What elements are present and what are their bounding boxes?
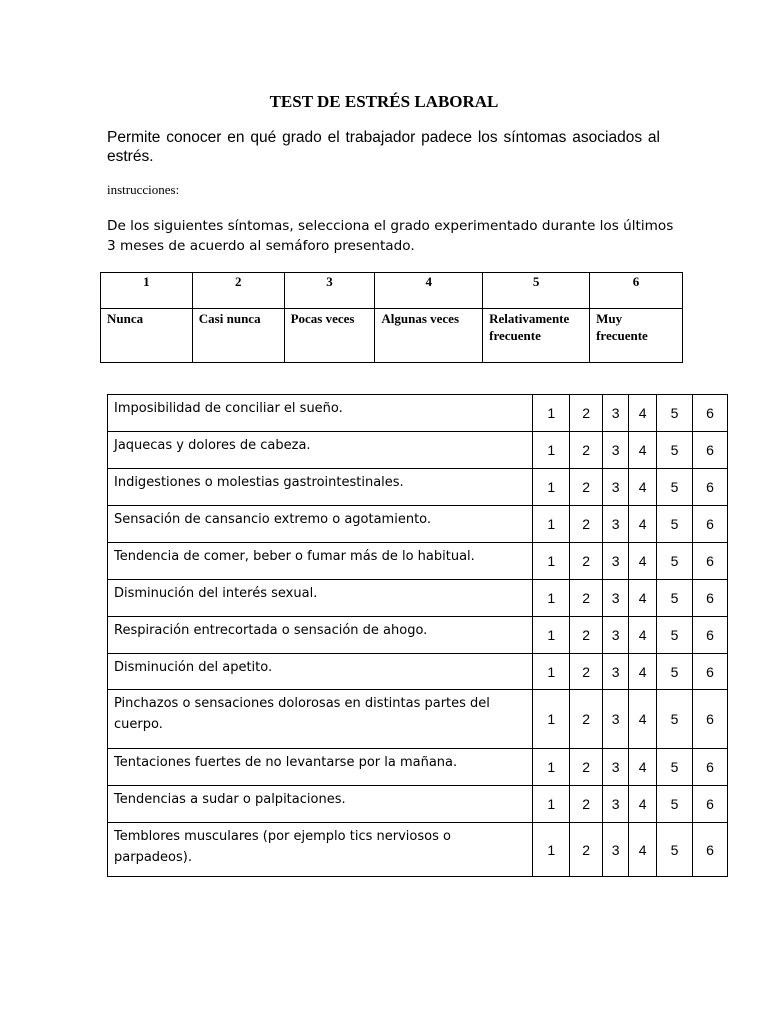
- rating-option[interactable]: 2: [570, 469, 603, 506]
- symptom-row: [108, 506, 728, 543]
- rating-option[interactable]: 5: [657, 432, 693, 469]
- rating-option[interactable]: 4: [629, 823, 657, 877]
- scale-table: [100, 272, 683, 363]
- rating-option[interactable]: 4: [629, 617, 657, 654]
- rating-option[interactable]: 3: [603, 580, 629, 617]
- rating-option[interactable]: 5: [657, 506, 693, 543]
- rating-option[interactable]: 6: [693, 580, 728, 617]
- scale-labels-row: [101, 309, 683, 363]
- scale-numbers-row: [101, 273, 683, 309]
- instructions-text: De los siguientes síntomas, selecciona el grado experimentado durante los últimos 3 meses de acuerdo al semáforo presentado.: [107, 218, 674, 254]
- rating-option[interactable]: 5: [657, 617, 693, 654]
- symptom-row: [108, 749, 728, 786]
- symptom-row: [108, 654, 728, 690]
- rating-option[interactable]: 4: [629, 432, 657, 469]
- rating-option[interactable]: 2: [570, 654, 603, 690]
- rating-option[interactable]: 3: [603, 690, 629, 749]
- rating-option[interactable]: 6: [693, 469, 728, 506]
- rating-option[interactable]: 1: [533, 469, 570, 506]
- rating-option[interactable]: 1: [533, 580, 570, 617]
- rating-option[interactable]: 2: [570, 786, 603, 823]
- scale-label: Algunas veces: [375, 309, 483, 363]
- symptom-label: Disminución del apetito.: [108, 654, 533, 690]
- scale-label: Pocas veces: [284, 309, 375, 363]
- rating-option[interactable]: 5: [657, 749, 693, 786]
- symptom-row: [108, 823, 728, 877]
- rating-option[interactable]: 5: [657, 469, 693, 506]
- rating-option[interactable]: 1: [533, 823, 570, 877]
- rating-option[interactable]: 2: [570, 690, 603, 749]
- rating-option[interactable]: 3: [603, 749, 629, 786]
- symptom-row: [108, 617, 728, 654]
- rating-option[interactable]: 1: [533, 617, 570, 654]
- symptom-label: Disminución del interés sexual.: [108, 580, 533, 617]
- scale-number: 4: [375, 273, 483, 309]
- scale-number: 6: [590, 273, 683, 309]
- rating-option[interactable]: 4: [629, 580, 657, 617]
- rating-option[interactable]: 3: [603, 395, 629, 432]
- rating-option[interactable]: 1: [533, 506, 570, 543]
- symptom-label: Indigestiones o molestias gastrointestinales.: [108, 469, 533, 506]
- symptom-label: Pinchazos o sensaciones dolorosas en distintas partes del cuerpo.: [108, 690, 533, 749]
- rating-option[interactable]: 2: [570, 823, 603, 877]
- rating-option[interactable]: 1: [533, 786, 570, 823]
- symptom-row: [108, 543, 728, 580]
- rating-option[interactable]: 6: [693, 617, 728, 654]
- rating-option[interactable]: 1: [533, 543, 570, 580]
- rating-option[interactable]: 6: [693, 690, 728, 749]
- rating-option[interactable]: 5: [657, 690, 693, 749]
- rating-option[interactable]: 6: [693, 543, 728, 580]
- rating-option[interactable]: 5: [657, 580, 693, 617]
- rating-option[interactable]: 3: [603, 786, 629, 823]
- rating-option[interactable]: 3: [603, 506, 629, 543]
- symptom-row: [108, 432, 728, 469]
- rating-option[interactable]: 4: [629, 654, 657, 690]
- rating-option[interactable]: 3: [603, 432, 629, 469]
- rating-option[interactable]: 4: [629, 690, 657, 749]
- scale-label: Muy frecuente: [590, 309, 683, 363]
- symptom-label: Tentaciones fuertes de no levantarse por la mañana.: [108, 749, 533, 786]
- scale-number: 3: [284, 273, 375, 309]
- rating-option[interactable]: 4: [629, 506, 657, 543]
- symptom-row: [108, 580, 728, 617]
- rating-option[interactable]: 3: [603, 469, 629, 506]
- symptom-label: Tendencia de comer, beber o fumar más de lo habitual.: [108, 543, 533, 580]
- symptom-label: Sensación de cansancio extremo o agotamiento.: [108, 506, 533, 543]
- intro-paragraph: Permite conocer en qué grado el trabajador padece los síntomas asociados al estrés.: [107, 129, 660, 165]
- rating-option[interactable]: 2: [570, 395, 603, 432]
- symptoms-table: [107, 394, 728, 877]
- rating-option[interactable]: 2: [570, 580, 603, 617]
- symptom-row: [108, 469, 728, 506]
- rating-option[interactable]: 2: [570, 506, 603, 543]
- rating-option[interactable]: 4: [629, 395, 657, 432]
- rating-option[interactable]: 5: [657, 654, 693, 690]
- scale-label: Relativamente frecuente: [483, 309, 590, 363]
- rating-option[interactable]: 2: [570, 543, 603, 580]
- rating-option[interactable]: 3: [603, 823, 629, 877]
- symptom-row: [108, 786, 728, 823]
- symptom-label: Jaquecas y dolores de cabeza.: [108, 432, 533, 469]
- rating-option[interactable]: 4: [629, 543, 657, 580]
- symptom-label: Respiración entrecortada o sensación de ahogo.: [108, 617, 533, 654]
- rating-option[interactable]: 6: [693, 506, 728, 543]
- rating-option[interactable]: 3: [603, 654, 629, 690]
- symptom-label: Temblores musculares (por ejemplo tics nerviosos o parpadeos).: [108, 823, 533, 877]
- rating-option[interactable]: 6: [693, 432, 728, 469]
- rating-option[interactable]: 2: [570, 617, 603, 654]
- rating-option[interactable]: 1: [533, 432, 570, 469]
- rating-option[interactable]: 6: [693, 823, 728, 877]
- symptom-label: Tendencias a sudar o palpitaciones.: [108, 786, 533, 823]
- rating-option[interactable]: 3: [603, 543, 629, 580]
- symptom-row: [108, 395, 728, 432]
- rating-option[interactable]: 2: [570, 432, 603, 469]
- scale-number: 2: [192, 273, 284, 309]
- scale-label: Casi nunca: [192, 309, 284, 363]
- rating-option[interactable]: 5: [657, 823, 693, 877]
- rating-option[interactable]: 3: [603, 617, 629, 654]
- rating-option[interactable]: 5: [657, 786, 693, 823]
- rating-option[interactable]: 4: [629, 749, 657, 786]
- rating-option[interactable]: 4: [629, 469, 657, 506]
- rating-option[interactable]: 6: [693, 786, 728, 823]
- scale-number: 1: [101, 273, 193, 309]
- rating-option[interactable]: 1: [533, 395, 570, 432]
- rating-option[interactable]: 6: [693, 654, 728, 690]
- rating-option[interactable]: 1: [533, 690, 570, 749]
- rating-option[interactable]: 6: [693, 395, 728, 432]
- scale-number: 5: [483, 273, 590, 309]
- scale-label: Nunca: [101, 309, 193, 363]
- symptom-label: Imposibilidad de conciliar el sueño.: [108, 395, 533, 432]
- rating-option[interactable]: 5: [657, 395, 693, 432]
- rating-option[interactable]: 1: [533, 654, 570, 690]
- rating-option[interactable]: 5: [657, 543, 693, 580]
- symptom-row: [108, 690, 728, 749]
- rating-option[interactable]: 2: [570, 749, 603, 786]
- rating-option[interactable]: 4: [629, 786, 657, 823]
- page-title: TEST DE ESTRÉS LABORAL: [269, 92, 499, 111]
- instructions-label: instrucciones:: [107, 182, 180, 197]
- rating-option[interactable]: 6: [693, 749, 728, 786]
- rating-option[interactable]: 1: [533, 749, 570, 786]
